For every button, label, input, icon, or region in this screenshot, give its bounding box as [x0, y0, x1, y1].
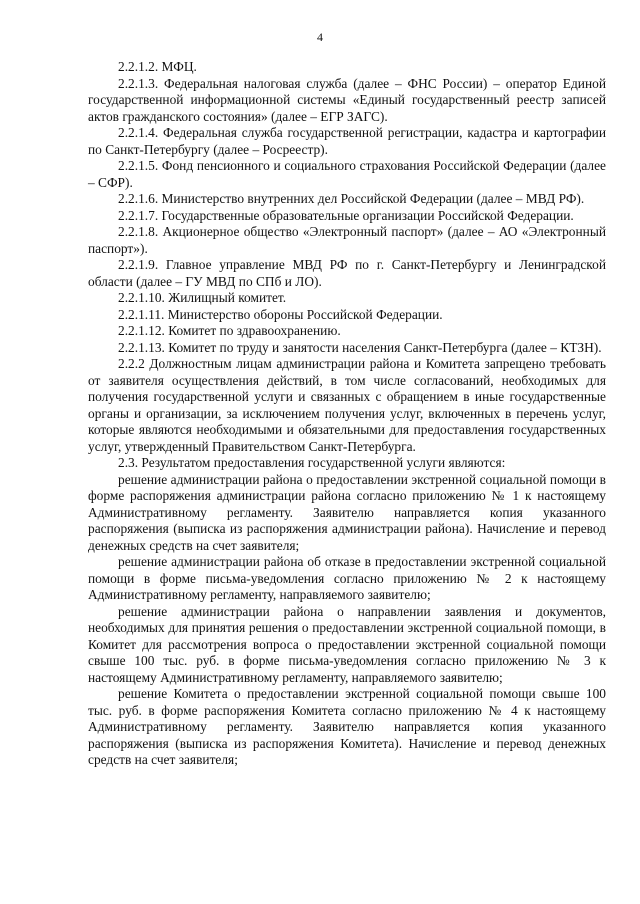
paragraph: 2.2.1.3. Федеральная налоговая служба (далее – ФНС России) – оператор Единой государственной информационной системы «Единый государственный реестр записей актов гражданского состояния» (далее – ЕГР ЗАГС).: [88, 75, 606, 124]
page-number: 4: [317, 30, 323, 44]
paragraph: 2.2.1.5. Фонд пенсионного и социального страхования Российской Федерации (далее – СФР).: [88, 158, 606, 190]
paragraph: 2.2.1.10. Жилищный комитет.: [118, 290, 287, 305]
paragraph: 2.2.1.8. Акционерное общество «Электронный паспорт» (далее – АО «Электронный паспорт»).: [88, 224, 606, 256]
paragraph: 2.3. Результатом предоставления государственной услуги являются:: [118, 455, 506, 470]
paragraph: решение администрации района о предоставлении экстренной социальной помощи в форме распоряжения администрации района согласно приложению № 1 к настоящему Административному регламенту. Заявителю направляется копия указанного распоряжения (выписка из распоряжения администрации района). Начисление и перевод денежных средств на счет заявителя;: [88, 471, 606, 553]
paragraph: 2.2.1.12. Комитет по здравоохранению.: [118, 323, 341, 338]
paragraph: решение Комитета о предоставлении экстренной социальной помощи свыше 100 тыс. руб. в форме распоряжения Комитета согласно приложению № 4 к настоящему Административному регламенту. Заявителю направляется копия указанного распоряжения (выписка из распоряжения Комитета). Начисление и перевод денежных средств на счет заявителя;: [88, 686, 606, 767]
paragraph: 2.2.1.6. Министерство внутренних дел Российской Федерации (далее – МВД РФ).: [118, 191, 585, 206]
paragraph: решение администрации района об отказе в предоставлении экстренной социальной помощи в форме письма-уведомления согласно приложению № 2 к настоящему Административному регламенту, направляемого заявителю;: [88, 554, 606, 602]
document-body: [88, 59, 606, 769]
paragraph: 2.2.2 Должностным лицам администрации района и Комитета запрещено требовать от заявителя осуществления действий, в том числе согласований, необходимых для получения государственной услуги и связанных с обращением в иные государственные органы и организации, за исключением получения услуг, включенных в перечень услуг, которые являются необходимыми и обязательными для предоставления государственных услуг, утвержденный Правительством Санкт-Петербурга.: [88, 356, 606, 454]
paragraph: 2.2.1.7. Государственные образовательные организации Российской Федерации.: [118, 207, 574, 223]
paragraph: 2.2.1.9. Главное управление МВД РФ по г. Санкт-Петербургу и Ленинградской области (далее – ГУ МВД по СПб и ЛО).: [88, 257, 606, 289]
paragraph: 2.2.1.4. Федеральная служба государственной регистрации, кадастра и картографии по Санкт-Петербургу (далее – Росреестр).: [88, 125, 606, 157]
paragraph: 2.2.1.11. Министерство обороны Российской Федерации.: [118, 306, 443, 322]
paragraph: 2.2.1.2. МФЦ.: [118, 59, 197, 74]
paragraph: решение администрации района о направлении заявления и документов, необходимых для принятия решения о предоставлении экстренной социальной помощи, в Комитет для рассмотрения вопроса о предоставлении экстренной социальной помощи свыше 100 тыс. руб. в форме письма-уведомления согласно приложению № 3 к настоящему Административному регламенту, направляемого заявителю;: [88, 603, 606, 685]
paragraph: 2.2.1.13. Комитет по труду и занятости населения Санкт-Петербурга (далее – КТЗН).: [118, 339, 602, 355]
